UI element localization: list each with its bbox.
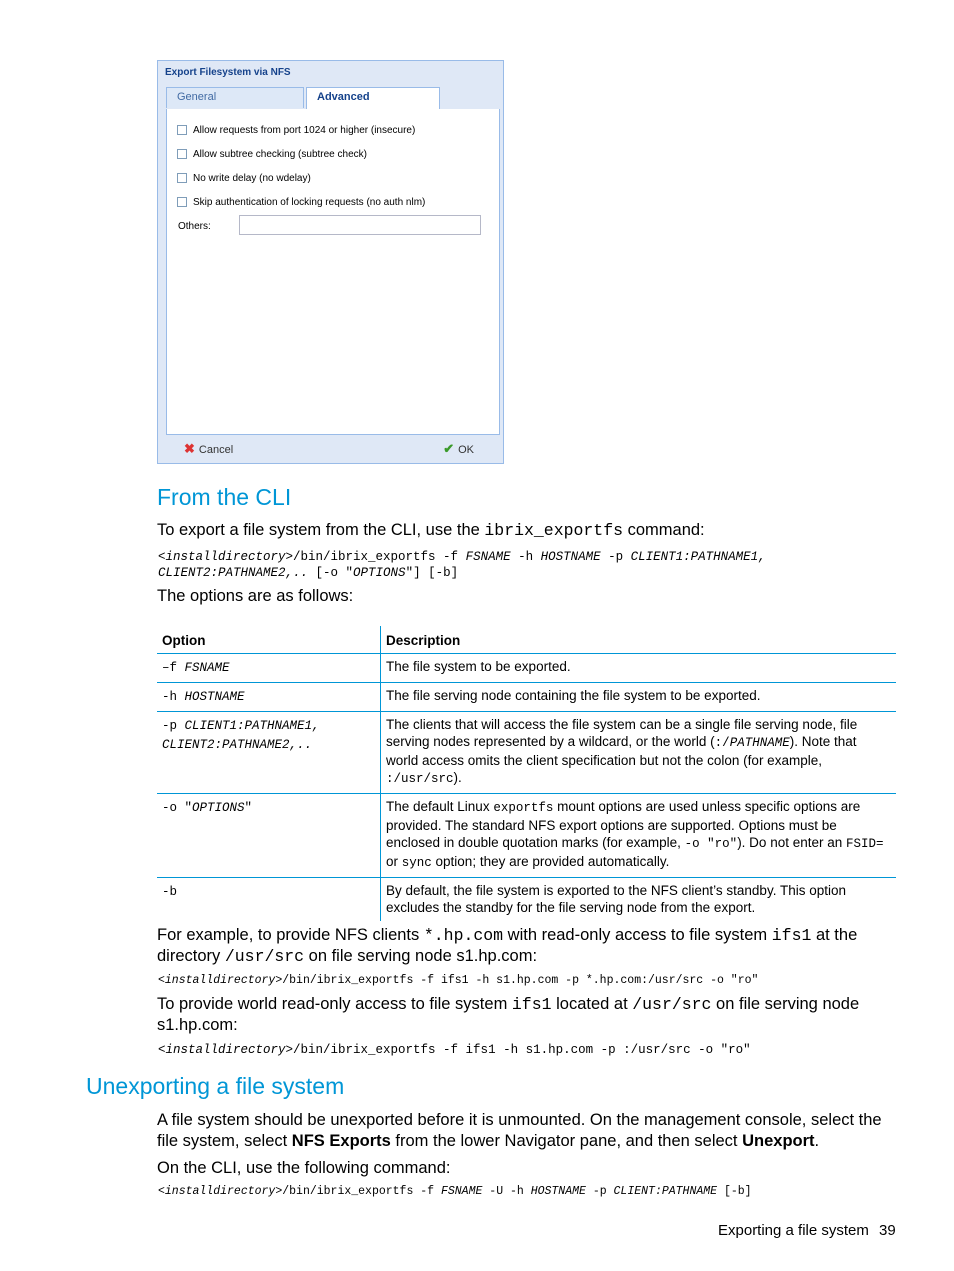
- desc-text: PATHNAME: [729, 736, 790, 750]
- cli-intro-text: To export a file system from the CLI, use the: [157, 521, 485, 539]
- syntax-seg: OPTIONS: [353, 566, 406, 580]
- checkbox-row-insecure[interactable]: [177, 124, 415, 138]
- unexport-text: .: [814, 1132, 820, 1150]
- tab-general[interactable]: General: [166, 87, 304, 108]
- table-header-description: Description: [381, 626, 897, 654]
- syntax-seg: FSNAME: [465, 550, 511, 564]
- ex-text: :: [233, 1016, 238, 1034]
- ok-label: OK: [458, 444, 474, 456]
- table-row: [157, 683, 896, 712]
- description-cell: The file serving node containing the file system to be exported.: [381, 683, 897, 712]
- syntax-seg: /bin/ibrix_exportfs -f: [293, 550, 466, 564]
- table-row: [157, 654, 896, 683]
- cancel-x-icon: ✖: [184, 441, 195, 456]
- advanced-panel: [166, 109, 500, 435]
- desc-text: The clients that will access the file system can be a single file serving node, file serving nodes represented by a wildcard, or the world (: [386, 717, 858, 749]
- tab-advanced[interactable]: Advanced: [306, 87, 440, 109]
- desc-text: option; they are provided automatically.: [431, 854, 670, 869]
- ex-text: For example, to provide NFS clients: [157, 926, 424, 944]
- export-nfs-dialog: [157, 60, 504, 464]
- unexport-paragraph: [157, 1110, 897, 1152]
- cli-heading: From the CLI: [157, 484, 292, 510]
- cancel-button[interactable]: [184, 441, 233, 457]
- cli-intro-tail: command:: [623, 521, 705, 539]
- syntax-seg: "] [-b]: [405, 566, 459, 580]
- example2-text: [157, 994, 897, 1036]
- opt-text: -o ": [162, 801, 193, 815]
- wdelay-label: No write delay (no wdelay): [193, 173, 311, 184]
- ok-check-icon: ✔: [443, 441, 455, 456]
- table-row: [157, 878, 896, 922]
- syntax-seg: -h: [510, 550, 541, 564]
- desc-text: :/: [714, 736, 730, 750]
- cli-syntax: [158, 549, 766, 581]
- options-intro: The options are as follows:: [157, 587, 354, 605]
- checkbox-row-authnlm[interactable]: [177, 196, 425, 210]
- cmd-installdir: <installdirectory>: [158, 1185, 283, 1198]
- ex-text: *.hp.com: [423, 926, 504, 945]
- others-input[interactable]: [239, 215, 481, 235]
- desc-text: The default Linux: [386, 799, 494, 814]
- opt-text: CLIENT2:PATHNAME2,..: [162, 738, 313, 752]
- syntax-seg: HOSTNAME: [540, 550, 601, 564]
- cmd-text: CLIENT:PATHNAME: [613, 1185, 718, 1198]
- ex-text: s1.hp.com: [456, 947, 533, 965]
- table-header-row: [157, 626, 896, 654]
- option-cell: [157, 654, 381, 683]
- desc-text: mount options are used unless specific options are provided. The standard NFS export options are supported. Options must be enclosed in double quotation marks (for example,: [386, 799, 861, 850]
- opt-text: -h: [162, 690, 185, 704]
- opt-text: -p: [162, 719, 185, 733]
- others-label: Others:: [178, 221, 211, 232]
- syntax-seg: [-o ": [308, 566, 354, 580]
- ex-text: /usr/src: [224, 947, 305, 966]
- insecure-label: Allow requests from port 1024 or higher (insecure): [193, 125, 416, 136]
- subtree-label: Allow subtree checking (subtree check): [193, 149, 367, 160]
- option-cell: [157, 683, 381, 712]
- ex-text: located at: [551, 995, 633, 1013]
- unexport-heading: Unexporting a file system: [86, 1073, 345, 1099]
- cmd-text: HOSTNAME: [530, 1185, 586, 1198]
- ex-text: :: [532, 947, 538, 965]
- subtree-checkbox[interactable]: [177, 149, 187, 159]
- cmd-text: /bin/ibrix_exportfs -f ifs1 -h s1.hp.com -p *.hp.com:/usr/src -o "ro": [282, 974, 759, 987]
- opt-text: OPTIONS: [192, 801, 245, 815]
- opt-text: ": [244, 801, 253, 815]
- authnlm-label: Skip authentication of locking requests (no auth nlm): [193, 197, 426, 208]
- ex-text: with read-only access to file system: [503, 926, 772, 944]
- cli-intro: [157, 520, 705, 541]
- cmd-text: /bin/ibrix_exportfs -f: [282, 1185, 441, 1198]
- cancel-label: Cancel: [198, 444, 234, 456]
- desc-text: -o "ro": [684, 837, 738, 851]
- opt-text: FSNAME: [184, 661, 230, 675]
- dialog-footer: [166, 435, 500, 461]
- ex-text: ifs1: [771, 926, 812, 945]
- unexport-text: from the lower Navigator pane, and then select: [390, 1132, 743, 1150]
- checkbox-row-wdelay[interactable]: [177, 172, 311, 186]
- page-number: 39: [879, 1222, 896, 1239]
- nfs-exports-term: NFS Exports: [291, 1132, 391, 1150]
- opt-text: HOSTNAME: [184, 690, 245, 704]
- unexport-command: [158, 1184, 752, 1200]
- option-cell: [157, 712, 381, 794]
- ex-text: To provide world read-only access to file system: [157, 995, 512, 1013]
- dialog-tabbar: [166, 85, 500, 110]
- table-header-option: Option: [157, 626, 381, 654]
- authnlm-checkbox[interactable]: [177, 197, 187, 207]
- desc-text: FSID=: [846, 837, 884, 851]
- ex-text: ifs1: [511, 995, 552, 1014]
- opt-text: CLIENT1:PATHNAME1,: [184, 719, 320, 733]
- options-table: [157, 626, 896, 921]
- checkbox-row-subtree[interactable]: [177, 148, 367, 162]
- description-cell: [381, 712, 897, 794]
- cmd-text: -U -h: [482, 1185, 531, 1198]
- cmd-text: -p: [585, 1185, 614, 1198]
- syntax-seg: CLIENT2:PATHNAME2,..: [158, 566, 309, 580]
- ex-text: on file serving node: [711, 995, 860, 1013]
- desc-text: ). Note that world access omits the client specification but not the colon (for example,: [386, 734, 857, 768]
- syntax-installdir: <installdirectory>: [158, 550, 294, 564]
- option-cell: [157, 878, 381, 922]
- cmd-text: FSNAME: [440, 1185, 483, 1198]
- syntax-seg: CLIENT1:PATHNAME1,: [630, 550, 766, 564]
- unexport-text: A file system should be unexported before it is unmounted. On the management console, select the file system, select: [157, 1111, 882, 1150]
- desc-text: ).: [453, 770, 462, 785]
- table-row: [157, 794, 896, 878]
- description-cell: The file system to be exported.: [381, 654, 897, 683]
- ex-text: /usr/src: [632, 995, 712, 1014]
- example1-command: [158, 973, 758, 989]
- ex-text: on file serving node: [304, 947, 457, 965]
- cmd-installdir: <installdirectory>: [158, 974, 283, 987]
- example1-text: [157, 925, 897, 967]
- insecure-checkbox[interactable]: [177, 125, 187, 135]
- desc-text: ). Do not enter an: [737, 835, 846, 850]
- description-cell: [381, 794, 897, 878]
- desc-text: or: [386, 854, 402, 869]
- description-cell: By default, the file system is exported to the NFS client’s standby. This option excludes the standby for the file serving node from the export.: [386, 883, 846, 915]
- opt-text: –f: [162, 661, 185, 675]
- example2-command: [158, 1042, 751, 1058]
- dialog-title: Export Filesystem via NFS: [165, 67, 291, 78]
- cmd-installdir: <installdirectory>: [158, 1043, 294, 1057]
- wdelay-checkbox[interactable]: [177, 173, 187, 183]
- ex-text: at the directory: [157, 926, 858, 965]
- desc-text: exportfs: [493, 801, 554, 815]
- cmd-text: [-b]: [717, 1185, 752, 1198]
- cmd-text: /bin/ibrix_exportfs -f ifs1 -h s1.hp.com -p :/usr/src -o "ro": [293, 1043, 751, 1057]
- ex-text: s1.hp.com: [157, 1016, 234, 1034]
- option-cell: [157, 794, 381, 878]
- table-row: [157, 712, 896, 794]
- unexport-term: Unexport: [742, 1132, 815, 1150]
- desc-text: :/usr/src: [386, 772, 454, 786]
- desc-text: sync: [401, 856, 432, 870]
- footer-section-title: Exporting a file system: [718, 1222, 869, 1239]
- cli-intro-cmd: ibrix_exportfs: [484, 521, 624, 540]
- opt-text: -b: [162, 885, 178, 899]
- ok-button[interactable]: [443, 441, 474, 457]
- syntax-seg: -p: [600, 550, 631, 564]
- unexport-cli-intro: On the CLI, use the following command:: [157, 1159, 451, 1177]
